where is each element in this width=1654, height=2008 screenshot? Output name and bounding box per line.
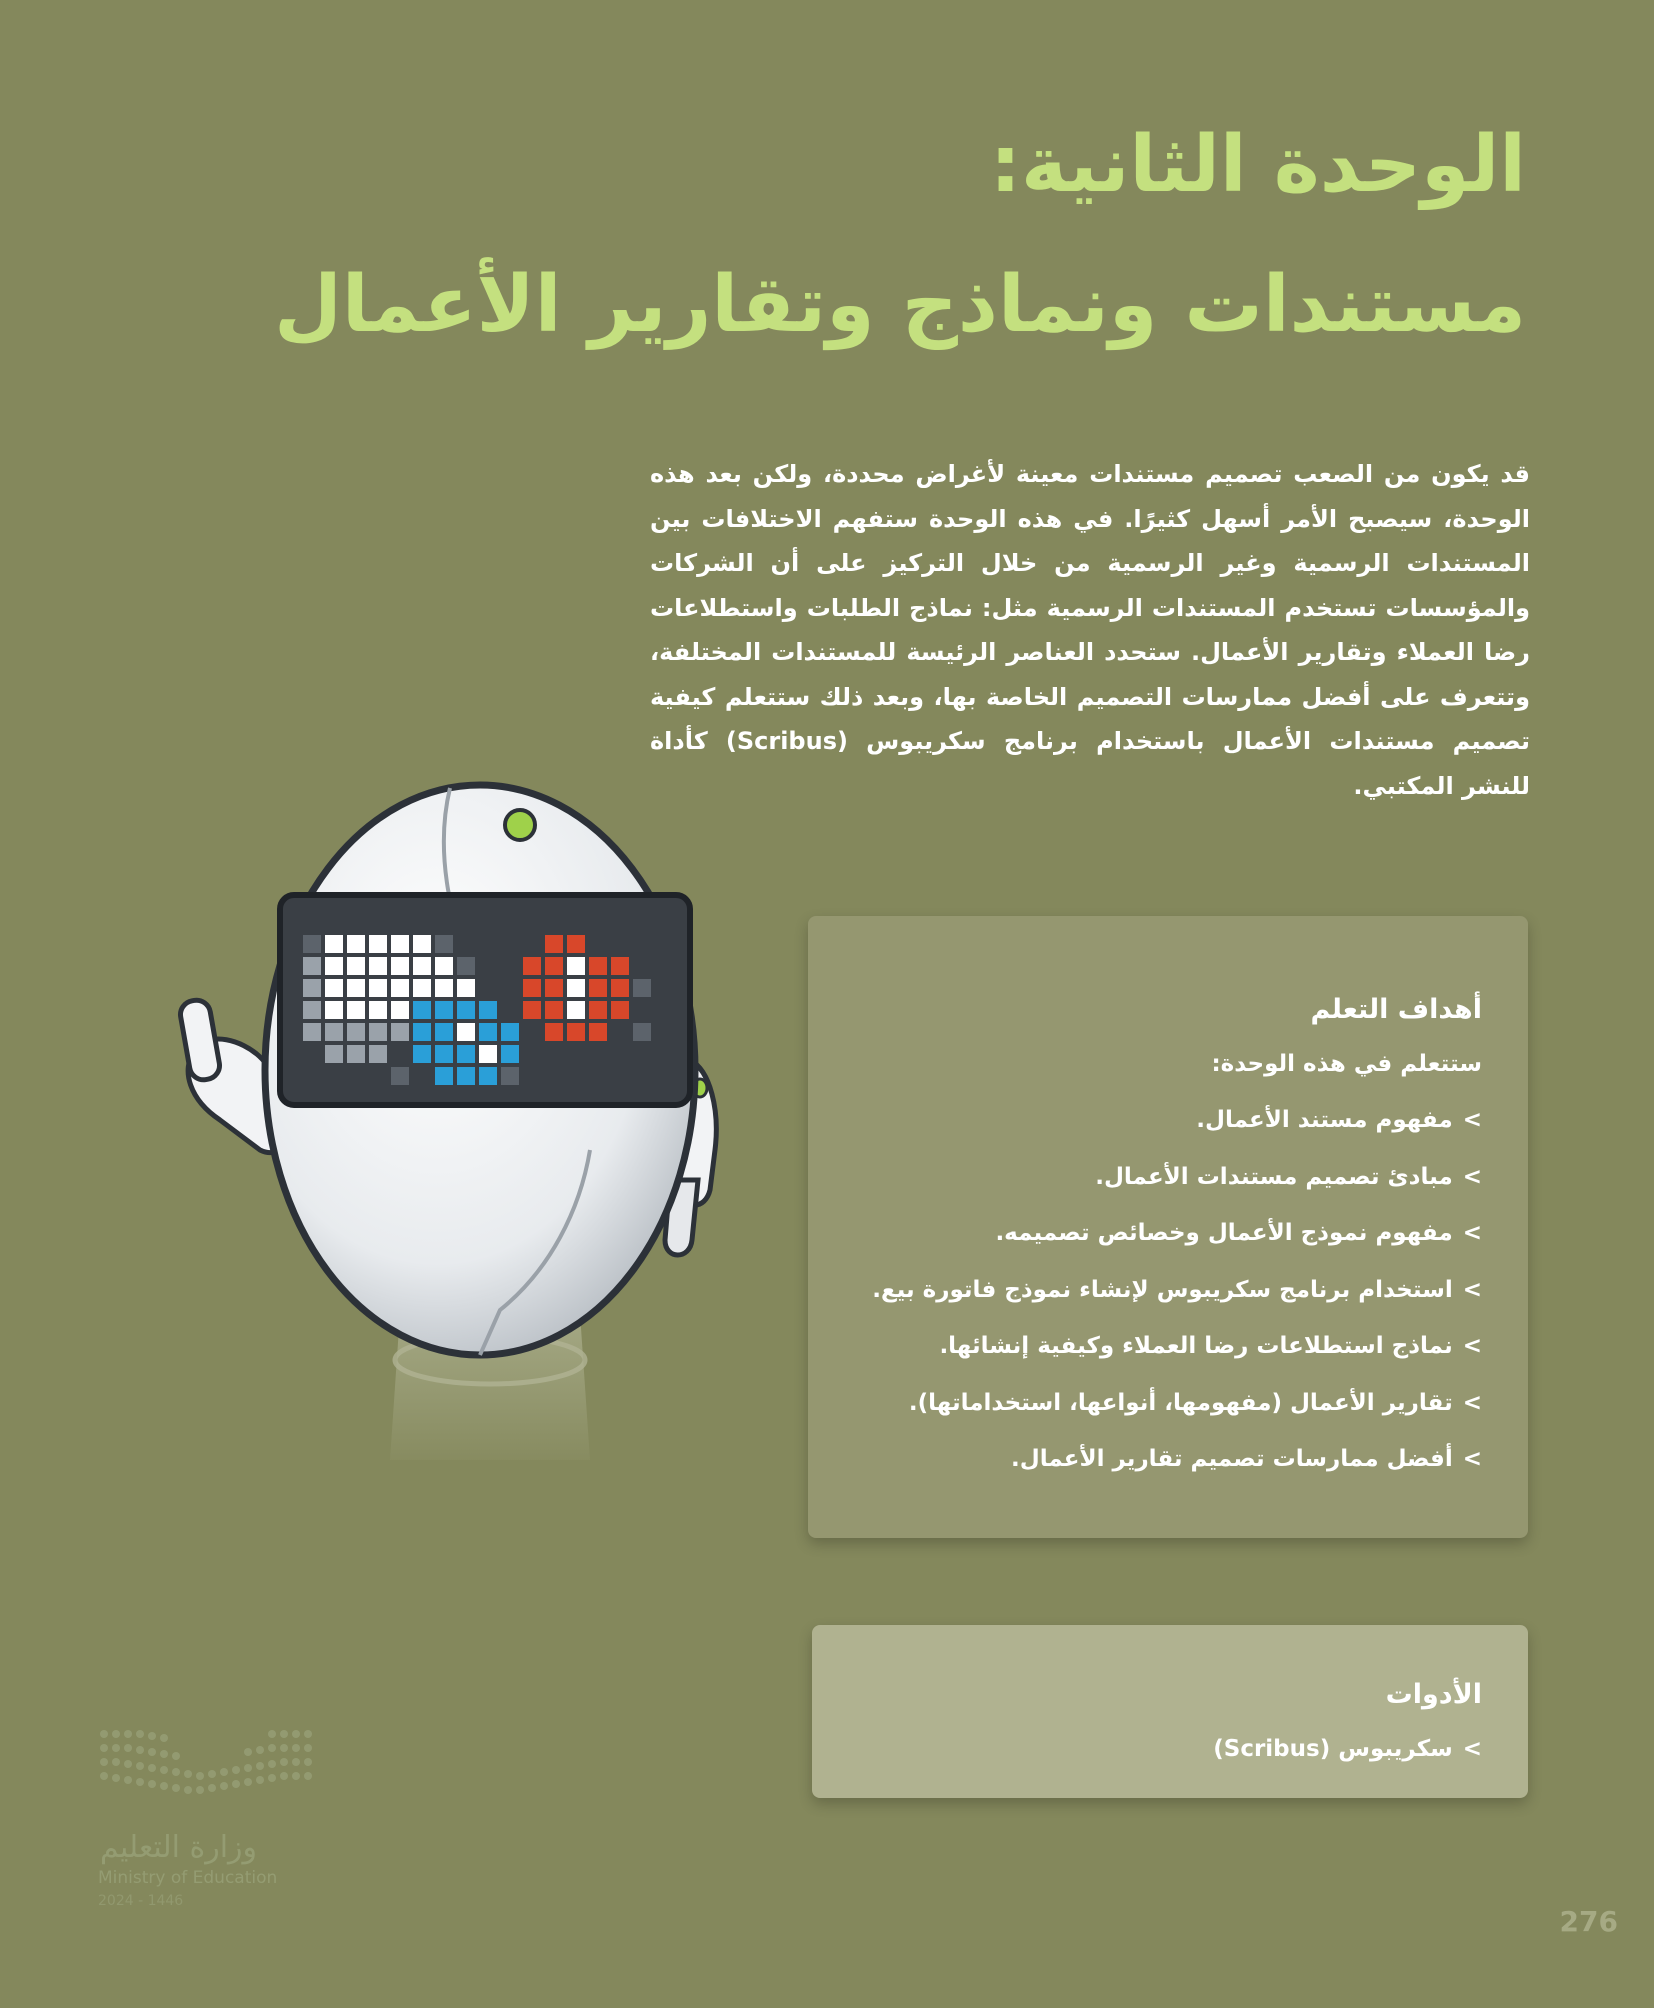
objectives-list — [848, 1100, 1482, 1479]
learning-objectives-panel — [808, 916, 1528, 1538]
page-number: 276 — [1559, 1905, 1618, 1938]
objective-item: >تقارير الأعمال (مفهومها، أنواعها، استخداماتها). — [908, 1389, 1482, 1416]
objective-item: >أفضل ممارسات تصميم تقارير الأعمال. — [1011, 1446, 1482, 1472]
unit-title — [226, 95, 1526, 375]
tool-item: >سكريبوس (Scribus) — [1213, 1736, 1482, 1762]
ministry-name-english: Ministry of Education — [98, 1868, 278, 1888]
unit-title-line1: الوحدة الثانية: — [989, 120, 1526, 210]
arrow-icon: > — [1462, 1446, 1482, 1472]
objectives-heading: أهداف التعلم — [1310, 994, 1482, 1025]
objective-item: >نماذج استطلاعات رضا العملاء وكيفية إنشائها. — [939, 1333, 1482, 1359]
ministry-year: 2024 - 1446 — [98, 1893, 184, 1909]
arrow-icon: > — [1462, 1276, 1482, 1303]
tools-list — [852, 1729, 1482, 1769]
objectives-lead: ستتعلم في هذه الوحدة: — [1211, 1051, 1482, 1077]
unit-title-line2: مستندات ونماذج وتقارير الأعمال — [274, 260, 1526, 350]
objective-item: >مفهوم مستند الأعمال. — [1196, 1107, 1482, 1133]
tools-heading: الأدوات — [1385, 1679, 1482, 1710]
intro-paragraph: قد يكون من الصعب تصميم مستندات معينة لأغراض محددة، ولكن بعد هذه الوحدة، سيصبح الأمر أسهل كثيرًا. في هذه الوحدة ستفهم الاختلافات بين المستندات الرسمية وغير الرسمية من خلال التركيز على أن الشركات والمؤسسات تستخدم المستندات الرسمية مثل: نماذج الطلبات واستطلاعات رضا العملاء وتقارير الأعمال. ستحدد العناصر الرئيسة للمستندات المختلفة، وتتعرف على أفضل ممارسات التصميم الخاصة بها، وبعد ذلك ستتعلم كيفية تصميم مستندات الأعمال باستخدام برنامج سكريبوس (Scribus) كأداة للنشر المكتبي. — [650, 460, 1530, 800]
robot-illustration — [150, 770, 800, 1470]
ministry-name-arabic: وزارة التعليم — [100, 1830, 258, 1865]
objective-item: >مفهوم نموذج الأعمال وخصائص تصميمه. — [995, 1220, 1482, 1246]
objective-item: >استخدام برنامج سكريبوس لإنشاء نموذج فاتورة بيع. — [872, 1276, 1482, 1303]
arrow-icon: > — [1462, 1107, 1482, 1133]
arrow-icon: > — [1462, 1220, 1482, 1246]
objective-item: >مبادئ تصميم مستندات الأعمال. — [1095, 1163, 1482, 1190]
arrow-icon: > — [1462, 1333, 1482, 1359]
arrow-icon: > — [1462, 1163, 1482, 1190]
arrow-icon: > — [1462, 1736, 1482, 1762]
arrow-icon: > — [1462, 1389, 1482, 1416]
tools-panel — [812, 1625, 1528, 1798]
